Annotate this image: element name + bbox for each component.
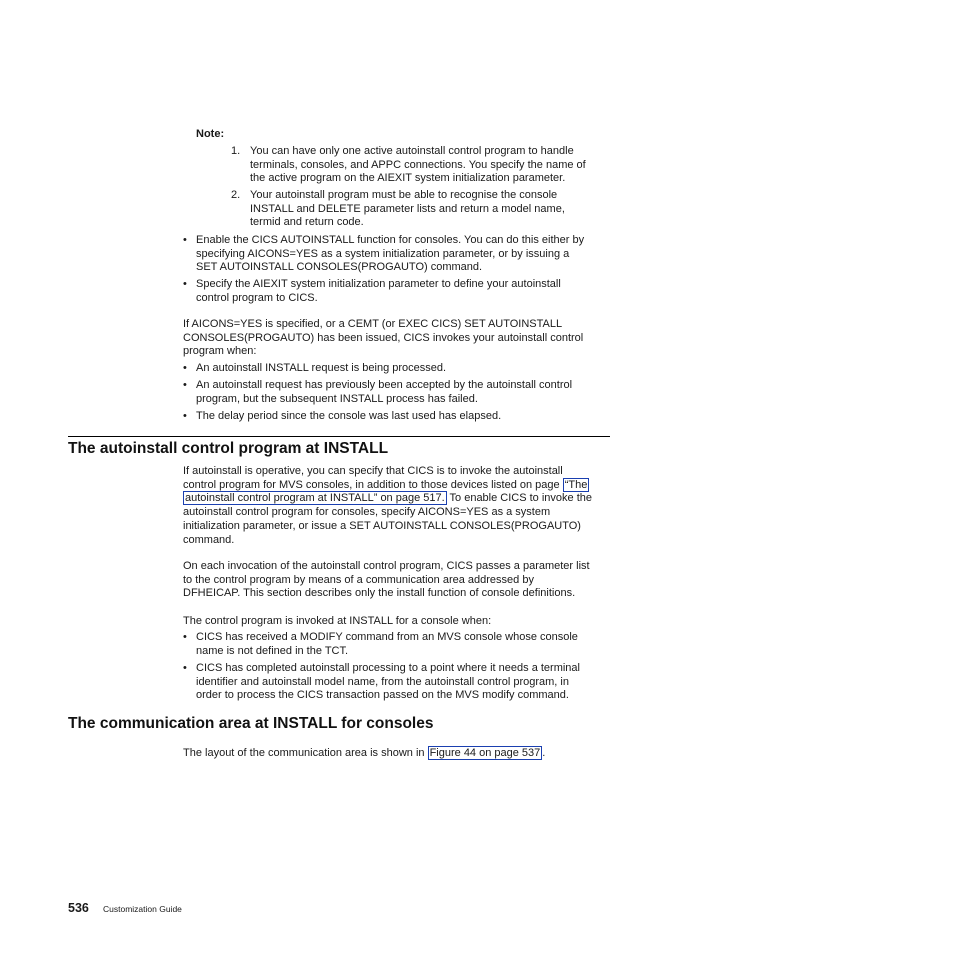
text-line: Specify the AIEXIT system initialization parameter to define your autoinstall [196, 278, 561, 290]
text-line: specifying AICONS=YES as a system initialization parameter, or by issuing a [196, 247, 570, 260]
text-line: An autoinstall INSTALL request is being processed. [196, 362, 447, 374]
text-line: INSTALL and DELETE parameter lists and return a model name, [250, 202, 565, 215]
text-line: program, but the subsequent INSTALL process has failed. [196, 392, 478, 405]
text-line: CICS has completed autoinstall processing to a point where it needs a terminal [196, 662, 580, 674]
text-line: order to process the CICS transaction passed on the MVS modify command. [196, 689, 569, 702]
cross-reference-link[interactable]: autoinstall control program at INSTALL” on page 517. [185, 492, 445, 505]
text-line: control program to CICS. [196, 291, 318, 304]
bullet-item [196, 662, 580, 703]
bullet-item [196, 278, 561, 305]
text-line: the active program on the AIEXIT system initialization parameter. [250, 172, 566, 185]
bullet-marker: • [183, 410, 187, 422]
text-line: terminals, consoles, and APPC connections. You specify the name of [250, 158, 586, 171]
section-heading: The communication area at INSTALL for consoles [68, 715, 434, 732]
text-line: identifier and autoinstall model name, from the autoinstall control program, in [196, 675, 569, 688]
text-line: to the control program by means of a communication area addressed by [183, 573, 534, 586]
bullet-item [196, 379, 572, 406]
text-line: The delay period since the console was last used has elapsed. [196, 410, 502, 422]
text-segment: To enable CICS to invoke the [446, 492, 593, 505]
text-line: autoinstall control program for consoles, specify AICONS=YES as a system [183, 506, 551, 519]
bullet-marker: • [183, 362, 187, 374]
page-number: 536 [68, 901, 89, 915]
text-line: Your autoinstall program must be able to recognise the console [250, 189, 558, 201]
text-line: If autoinstall is operative, you can specify that CICS is to invoke the autoinstall [183, 465, 563, 477]
note-item-number: 2. [231, 189, 241, 201]
text-line [183, 479, 592, 493]
text-line: DFHEICAP. This section describes only the install function of console definitions. [183, 587, 576, 600]
bullet-item [196, 410, 501, 424]
text-segment: The layout of the communication area is shown in [183, 747, 428, 759]
figure-reference-link[interactable]: Figure 44 on page 537 [429, 747, 541, 759]
note-label: Note: [196, 128, 225, 140]
text-line: CICS has received a MODIFY command from an MVS console whose console [196, 631, 578, 643]
text-line: You can have only one active autoinstall control program to handle [250, 145, 574, 157]
bullet-marker: • [183, 234, 187, 246]
bullet-marker: • [183, 631, 187, 643]
book-title: Customization Guide [103, 904, 182, 914]
text-line: command. [183, 533, 235, 546]
bullet-item [196, 234, 584, 275]
bullet-marker: • [183, 379, 187, 391]
text-line [183, 492, 592, 506]
bullet-item [196, 631, 578, 658]
section-rule [68, 436, 610, 437]
bullet-item [196, 362, 446, 376]
note-item-1 [250, 145, 586, 186]
text-line: program when: [183, 345, 257, 358]
paragraph [183, 560, 590, 601]
paragraph: The control program is invoked at INSTALL for a console when: [183, 615, 492, 627]
section-heading: The autoinstall control program at INSTALL [68, 440, 389, 457]
paragraph [183, 465, 592, 547]
paragraph [183, 747, 545, 761]
text-line: termid and return code. [250, 216, 364, 229]
text-line: name is not defined in the TCT. [196, 644, 349, 657]
bullet-marker: • [183, 278, 187, 290]
text-segment: . [542, 747, 546, 759]
cross-reference-link[interactable]: “The [564, 478, 588, 491]
text-line: An autoinstall request has previously been accepted by the autoinstall control [196, 379, 573, 391]
bullet-marker: • [183, 662, 187, 674]
text-segment: control program for MVS consoles, in addition to those devices listed on page [183, 478, 563, 491]
text-line: Enable the CICS AUTOINSTALL function for consoles. You can do this either by [196, 234, 585, 246]
text-line: On each invocation of the autoinstall control program, CICS passes a parameter list [183, 560, 590, 572]
text-line: CONSOLES(PROGAUTO) has been issued, CICS invokes your autoinstall control [183, 331, 584, 344]
text-line: If AICONS=YES is specified, or a CEMT (or EXEC CICS) SET AUTOINSTALL [183, 318, 563, 330]
note-item-number: 1. [231, 145, 241, 157]
note-item-2 [250, 189, 565, 230]
paragraph [183, 318, 583, 359]
text-line: initialization parameter, or issue a SET AUTOINSTALL CONSOLES(PROGAUTO) [183, 519, 581, 532]
text-line: SET AUTOINSTALL CONSOLES(PROGAUTO) command. [196, 261, 483, 274]
